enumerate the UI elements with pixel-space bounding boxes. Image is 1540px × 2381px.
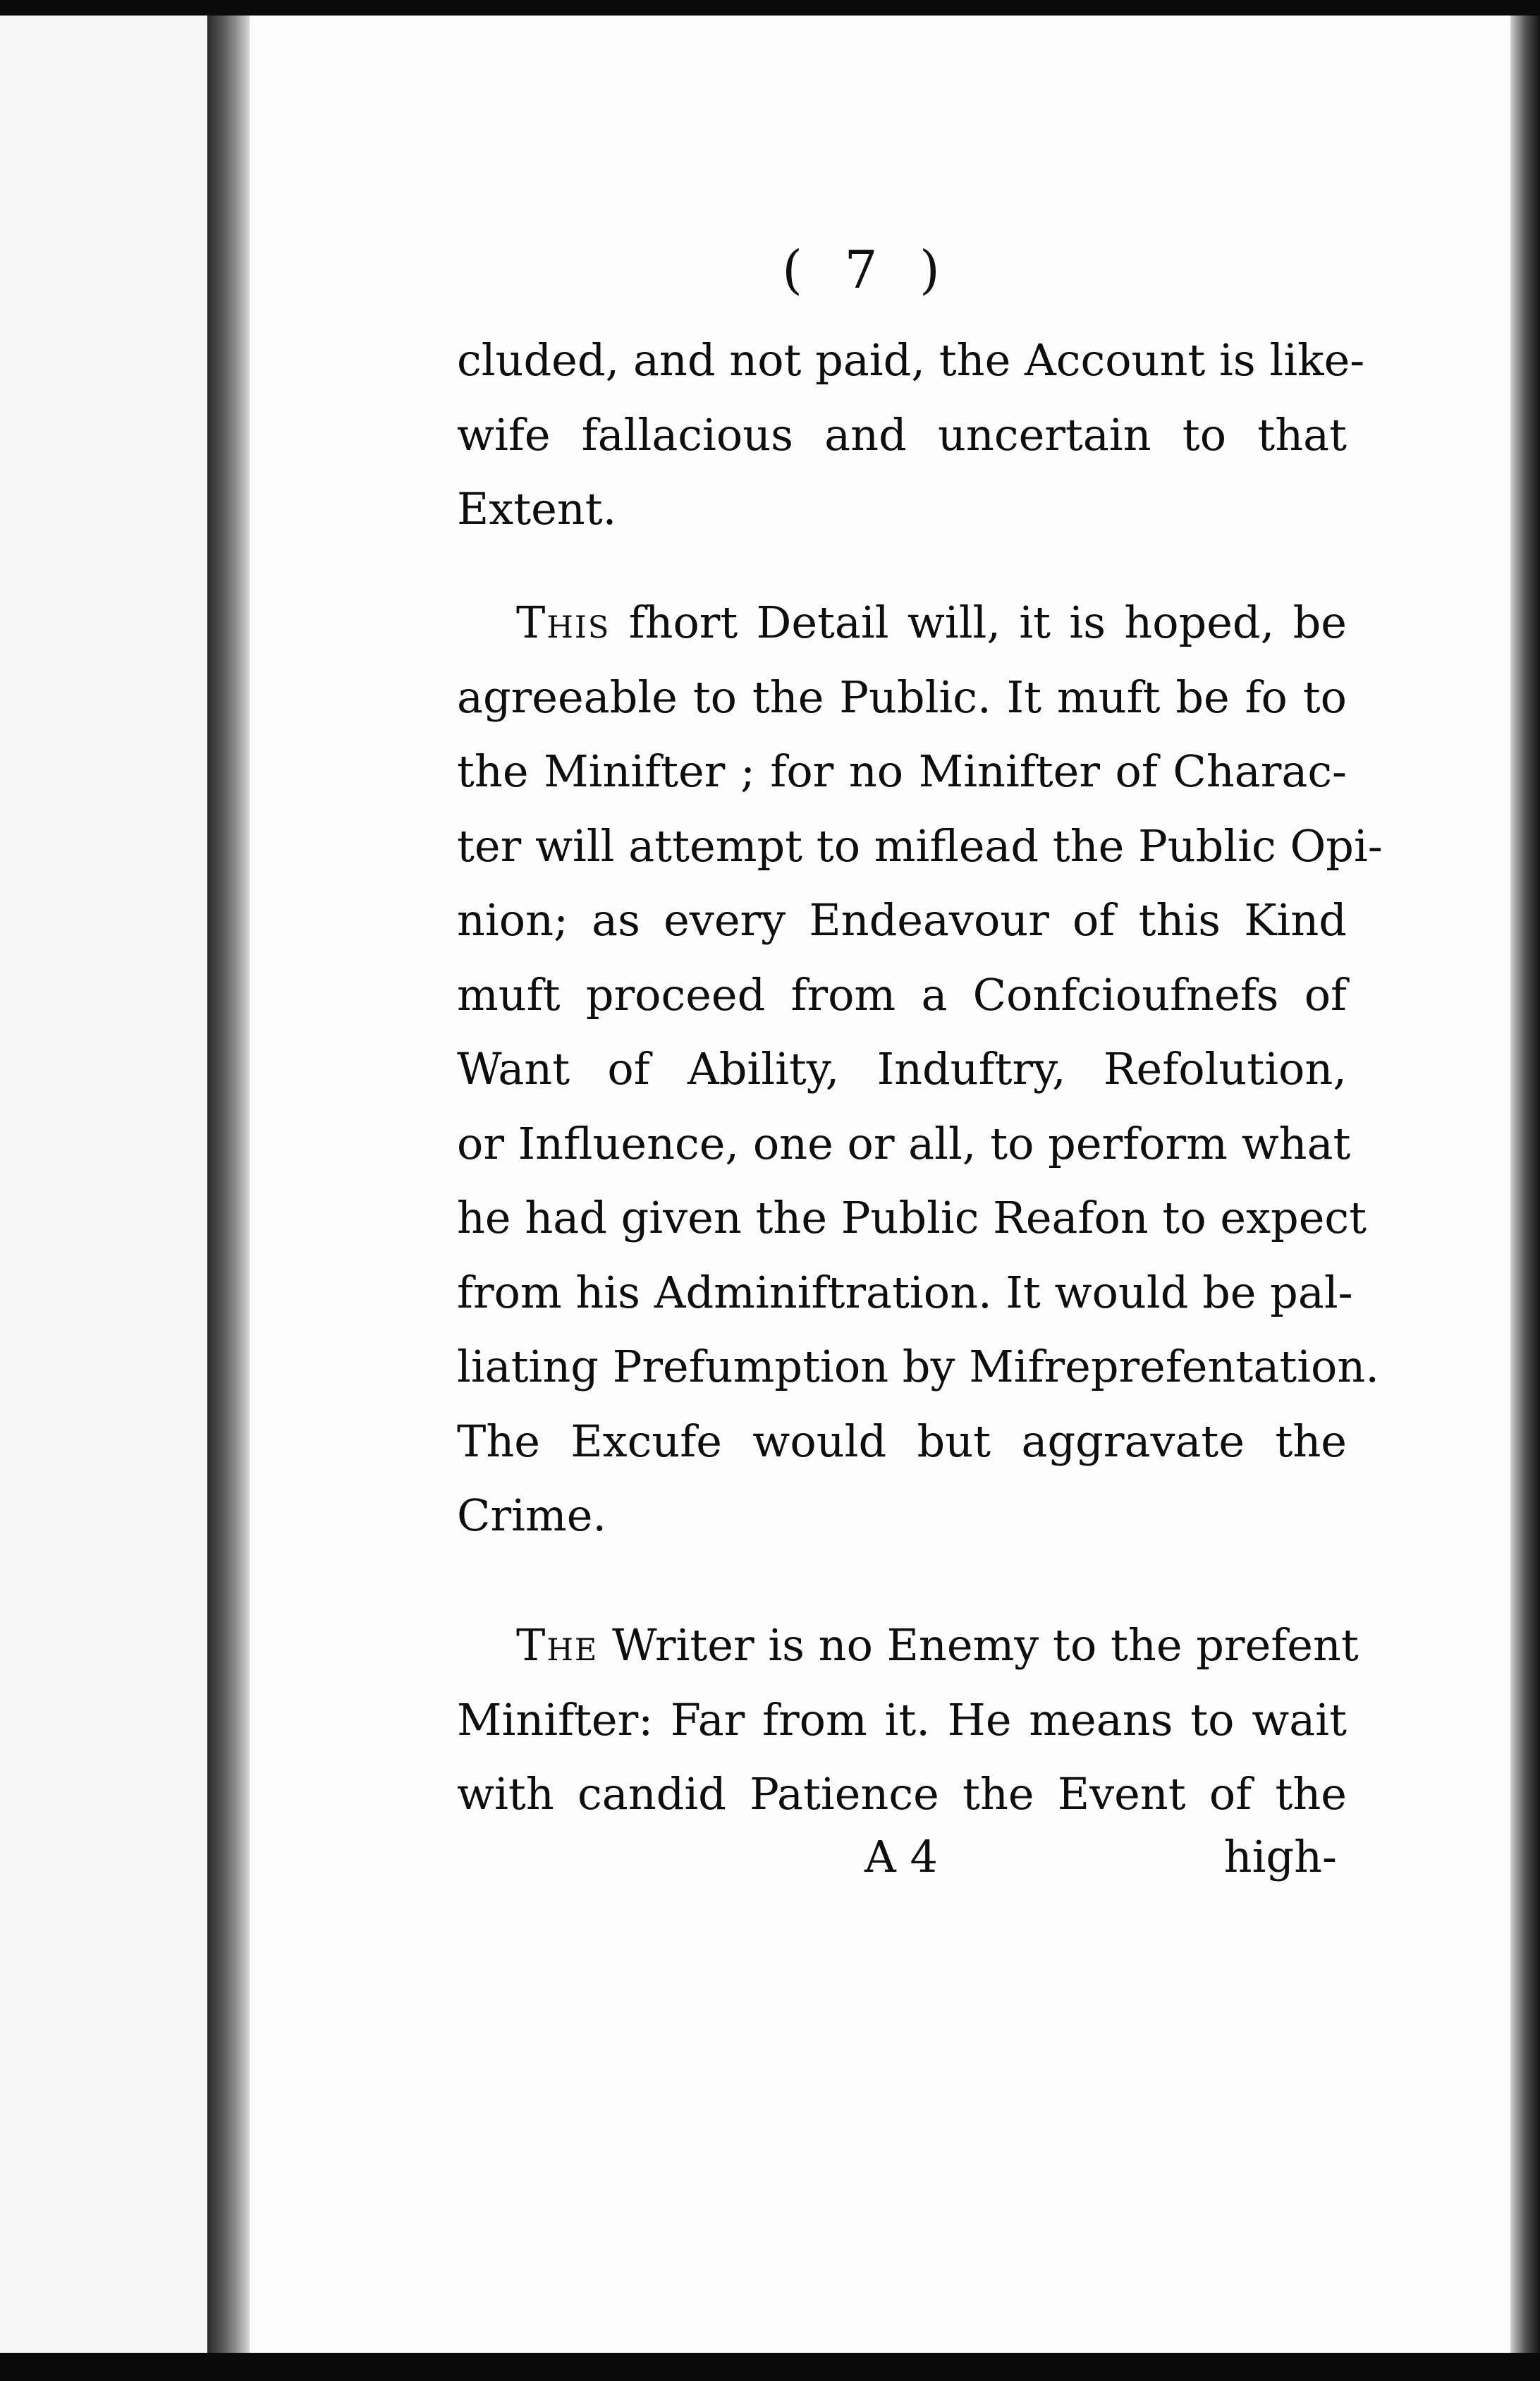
text-line: Crime. bbox=[457, 1490, 607, 1541]
paragraph-lead-word: This bbox=[516, 597, 611, 648]
text-line-rest: Writer is no Enemy to the prefent bbox=[598, 1619, 1359, 1671]
page-footer bbox=[457, 1831, 1347, 1908]
facing-page bbox=[0, 16, 207, 2353]
page-edge bbox=[1510, 16, 1540, 2353]
text-line: ter will attempt to miflead the Public Opi- bbox=[457, 820, 1383, 872]
catchword: high- bbox=[1223, 1831, 1337, 1882]
page-number-header: ( 7 ) bbox=[782, 240, 953, 300]
text-line: agreeable to the Public. It muft be fo to bbox=[457, 671, 1347, 723]
text-line: nion; as every Endeavour of this Kind bbox=[457, 894, 1347, 946]
paragraph-3 bbox=[457, 1608, 1359, 1832]
text-line bbox=[457, 1608, 1359, 1683]
text-line: Want of Ability, Induftry, Refolution, bbox=[457, 1043, 1347, 1095]
text-line bbox=[457, 585, 1347, 660]
scan-bottom-border bbox=[0, 2353, 1540, 2381]
paragraph-lead-word: The bbox=[516, 1619, 599, 1671]
text-line: liating Prefumption by Mifreprefentation. bbox=[457, 1341, 1379, 1392]
text-line: he had given the Public Reafon to expect bbox=[457, 1192, 1367, 1243]
text-line: the Minifter ; for no Minifter of Charac- bbox=[457, 745, 1347, 797]
text-line: Minifter: Far from it. He means to wait bbox=[457, 1693, 1347, 1746]
paragraph-1 bbox=[457, 323, 1365, 547]
signature-mark: A 4 bbox=[864, 1831, 938, 1882]
text-line: wife fallacious and uncertain to that bbox=[457, 408, 1347, 461]
book-gutter bbox=[207, 16, 250, 2353]
text-line-rest: fhort Detail will, it is hoped, be bbox=[610, 597, 1347, 648]
text-line: or Influence, one or all, to perform what bbox=[457, 1117, 1351, 1169]
text-line: The Excufe would but aggravate the bbox=[457, 1415, 1347, 1467]
text-line: with candid Patience the Event of the bbox=[457, 1768, 1347, 1820]
text-line: cluded, and not paid, the Account is like- bbox=[457, 334, 1365, 386]
text-line: muft proceed from a Confcioufnefs of bbox=[457, 968, 1347, 1021]
text-line: Extent. bbox=[457, 483, 617, 535]
paragraph-2 bbox=[457, 585, 1383, 1553]
text-line: from his Adminiftration. It would be pal- bbox=[457, 1266, 1353, 1318]
scan-top-border bbox=[0, 0, 1540, 16]
